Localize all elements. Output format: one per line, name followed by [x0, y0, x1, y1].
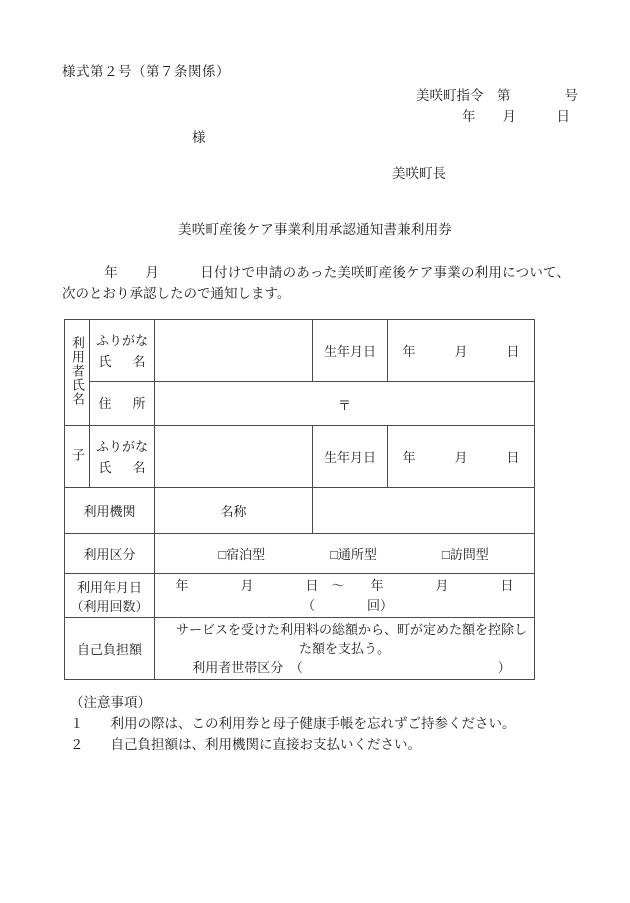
note-item-2: ２ 自己負担額は、利用機関に直接お支払いください。 — [70, 737, 421, 752]
table-row-usage-type — [65, 534, 535, 574]
note-item-1: １ 利用の際は、この利用券と母子健康手帳を忘れずご持参ください。 — [70, 716, 516, 731]
notes-section — [70, 692, 570, 755]
postal-code-icon: 〒 — [337, 398, 351, 413]
cell-usage-date-label — [65, 574, 155, 618]
addressee-line: 様 — [192, 130, 206, 145]
self-payment-line2: た額を支払う。 — [298, 641, 390, 656]
table-row-child-name — [65, 426, 535, 488]
cell-user-dob-value[interactable]: 年 月 日 — [388, 320, 535, 382]
document-date: 年 月 日 — [462, 109, 570, 124]
table-row-user-name — [65, 320, 535, 382]
usage-count: （ 回） — [301, 597, 393, 613]
cell-user-dob-label: 生年月日 — [313, 320, 388, 382]
cell-usage-type-label: 利用区分 — [65, 534, 155, 574]
cell-self-payment-label: 自己負担額 — [65, 618, 155, 680]
cell-usage-type-options[interactable] — [155, 534, 535, 574]
application-form-table — [64, 319, 535, 680]
usage-date-range: 年 月 日 〜 年 月 日 — [175, 577, 514, 593]
table-row-self-payment — [65, 618, 535, 680]
cell-self-payment-description[interactable] — [155, 618, 535, 680]
cell-user-vertical-label — [65, 320, 90, 426]
usage-date-label-line1: 利用年月日 — [76, 579, 142, 595]
issuer-line: 美咲町長 — [392, 166, 446, 181]
cell-child-name-value[interactable] — [155, 426, 313, 488]
user-furigana-label: ふりがな — [95, 332, 148, 348]
child-furigana-label: ふりがな — [95, 438, 148, 454]
self-payment-line1: サービスを受けた利用料の総額から、町が定めた額を控除し — [175, 622, 527, 637]
table-row-user-address — [65, 382, 535, 426]
cell-child-vertical-label — [65, 426, 90, 488]
cell-child-furigana-label — [90, 426, 155, 488]
cell-institution-label: 利用機関 — [65, 488, 155, 534]
document-title: 美咲町産後ケア事業利用承認通知書兼利用券 — [178, 222, 452, 237]
cell-institution-name-value[interactable] — [313, 488, 535, 534]
document-number: 美咲町指令 第 号 — [416, 88, 578, 103]
self-payment-household-category: 利用者世帯区分 （ ） — [192, 660, 511, 675]
cell-user-furigana-label — [90, 320, 155, 382]
form-number: 様式第２号（第７条関係） — [62, 64, 230, 79]
user-name-label: 氏 名 — [98, 353, 150, 369]
body-paragraph — [62, 262, 570, 304]
cell-child-dob-label: 生年月日 — [313, 426, 388, 488]
usage-date-label-line2: （利用回数） — [70, 598, 149, 614]
user-address-label: 住 所 — [98, 396, 150, 411]
cell-user-address-value[interactable] — [155, 382, 535, 426]
table-row-usage-date — [65, 574, 535, 618]
cell-user-address-label — [90, 382, 155, 426]
cell-institution-name-label: 名称 — [155, 488, 313, 534]
table-row-institution — [65, 488, 535, 534]
body-text: 年 月 日付けで申請のあった美咲町産後ケア事業の利用について、次のとおり承認したので通知します。 — [62, 265, 570, 301]
child-vertical-label-text: 子 — [69, 447, 85, 462]
user-vertical-label-text: 利用者氏名 — [69, 335, 85, 406]
child-name-label: 氏 名 — [98, 459, 150, 475]
notes-heading: （注意事項） — [70, 695, 151, 710]
usage-type-checkbox-group: □宿泊型 □通所型 □訪問型 — [218, 547, 489, 562]
cell-usage-date-value[interactable] — [155, 574, 535, 618]
cell-user-name-value[interactable] — [155, 320, 313, 382]
cell-child-dob-value[interactable]: 年 月 日 — [388, 426, 535, 488]
